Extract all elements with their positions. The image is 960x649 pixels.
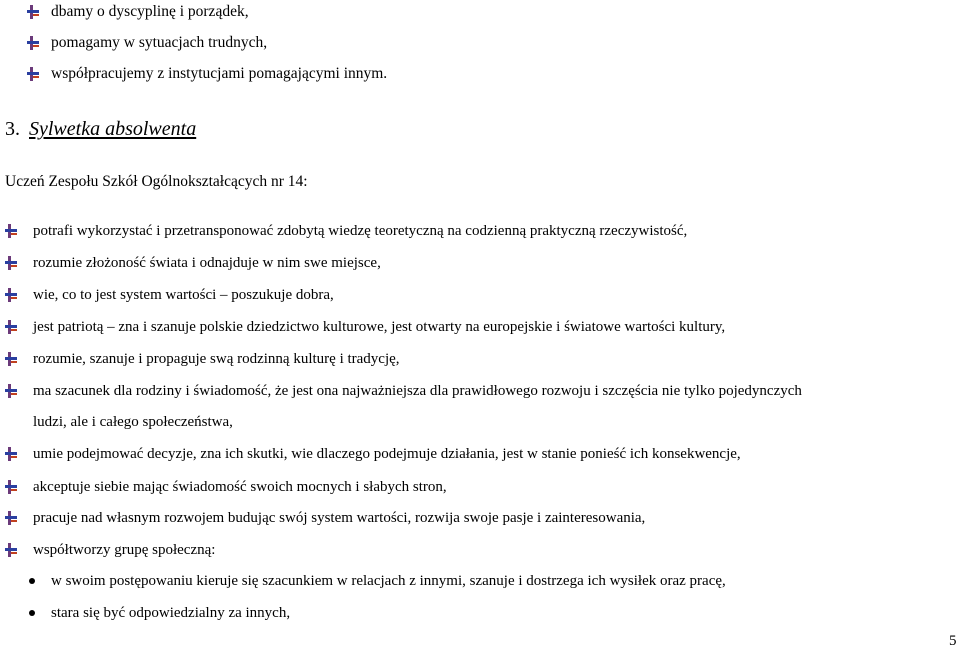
trait-item-continuation: ludzi, ale i całego społeczeństwa, [33, 414, 233, 430]
trait-item: pracuje nad własnym rozwojem budując swój system wartości, rozwija swoje pasje i zainteresowania, [33, 510, 646, 526]
trait-item: współtworzy grupę społeczną: [33, 542, 216, 558]
section-heading [5, 119, 196, 139]
section-title: Sylwetka absolwenta [29, 118, 197, 140]
list-item: dbamy o dyscyplinę i porządek, [51, 3, 249, 20]
arrow-bullet-icon [27, 5, 39, 19]
arrow-bullet-icon [5, 447, 17, 461]
trait-item: akceptuje siebie mając świadomość swoich mocnych i słabych stron, [33, 479, 447, 495]
section-number: 3. [5, 118, 20, 140]
arrow-bullet-icon [5, 288, 17, 302]
sub-list-item: stara się być odpowiedzialny za innych, [51, 605, 291, 621]
dot-bullet-icon [29, 610, 35, 616]
trait-item: wie, co to jest system wartości – poszukuje dobra, [33, 287, 334, 303]
trait-item: potrafi wykorzystać i przetransponować zdobytą wiedzę teoretyczną na codzienną praktyczną rzeczywistość, [33, 223, 688, 239]
trait-item: jest patriotą – zna i szanuje polskie dziedzictwo kulturowe, jest otwarty na europejskie i światowe wartości kultury, [33, 319, 726, 335]
list-item: współpracujemy z instytucjami pomagającymi innym. [51, 65, 388, 82]
arrow-bullet-icon [5, 384, 17, 398]
list-item: pomagamy w sytuacjach trudnych, [51, 34, 268, 51]
arrow-bullet-icon [27, 36, 39, 50]
arrow-bullet-icon [5, 256, 17, 270]
arrow-bullet-icon [5, 511, 17, 525]
arrow-bullet-icon [27, 67, 39, 81]
intro-text: Uczeń Zespołu Szkół Ogólnokształcących nr 14: [5, 173, 308, 190]
trait-item: rozumie, szanuje i propaguje swą rodzinną kulturę i tradycję, [33, 351, 400, 367]
trait-item: rozumie złożoność świata i odnajduje w nim swe miejsce, [33, 255, 381, 271]
dot-bullet-icon [29, 578, 35, 584]
arrow-bullet-icon [5, 543, 17, 557]
arrow-bullet-icon [5, 320, 17, 334]
page-number: 5 [949, 633, 957, 649]
trait-item: ma szacunek dla rodziny i świadomość, że jest ona najważniejsza dla prawidłowego rozwoju i szczęścia nie tylko pojedynczych [33, 383, 802, 399]
arrow-bullet-icon [5, 480, 17, 494]
arrow-bullet-icon [5, 352, 17, 366]
sub-list-item: w swoim postępowaniu kieruje się szacunkiem w relacjach z innymi, szanuje i dostrzega ich wysiłek oraz pracę, [51, 573, 726, 589]
arrow-bullet-icon [5, 224, 17, 238]
trait-item: umie podejmować decyzje, zna ich skutki, wie dlaczego podejmuje działania, jest w stanie ponieść ich konsekwencje, [33, 446, 741, 462]
